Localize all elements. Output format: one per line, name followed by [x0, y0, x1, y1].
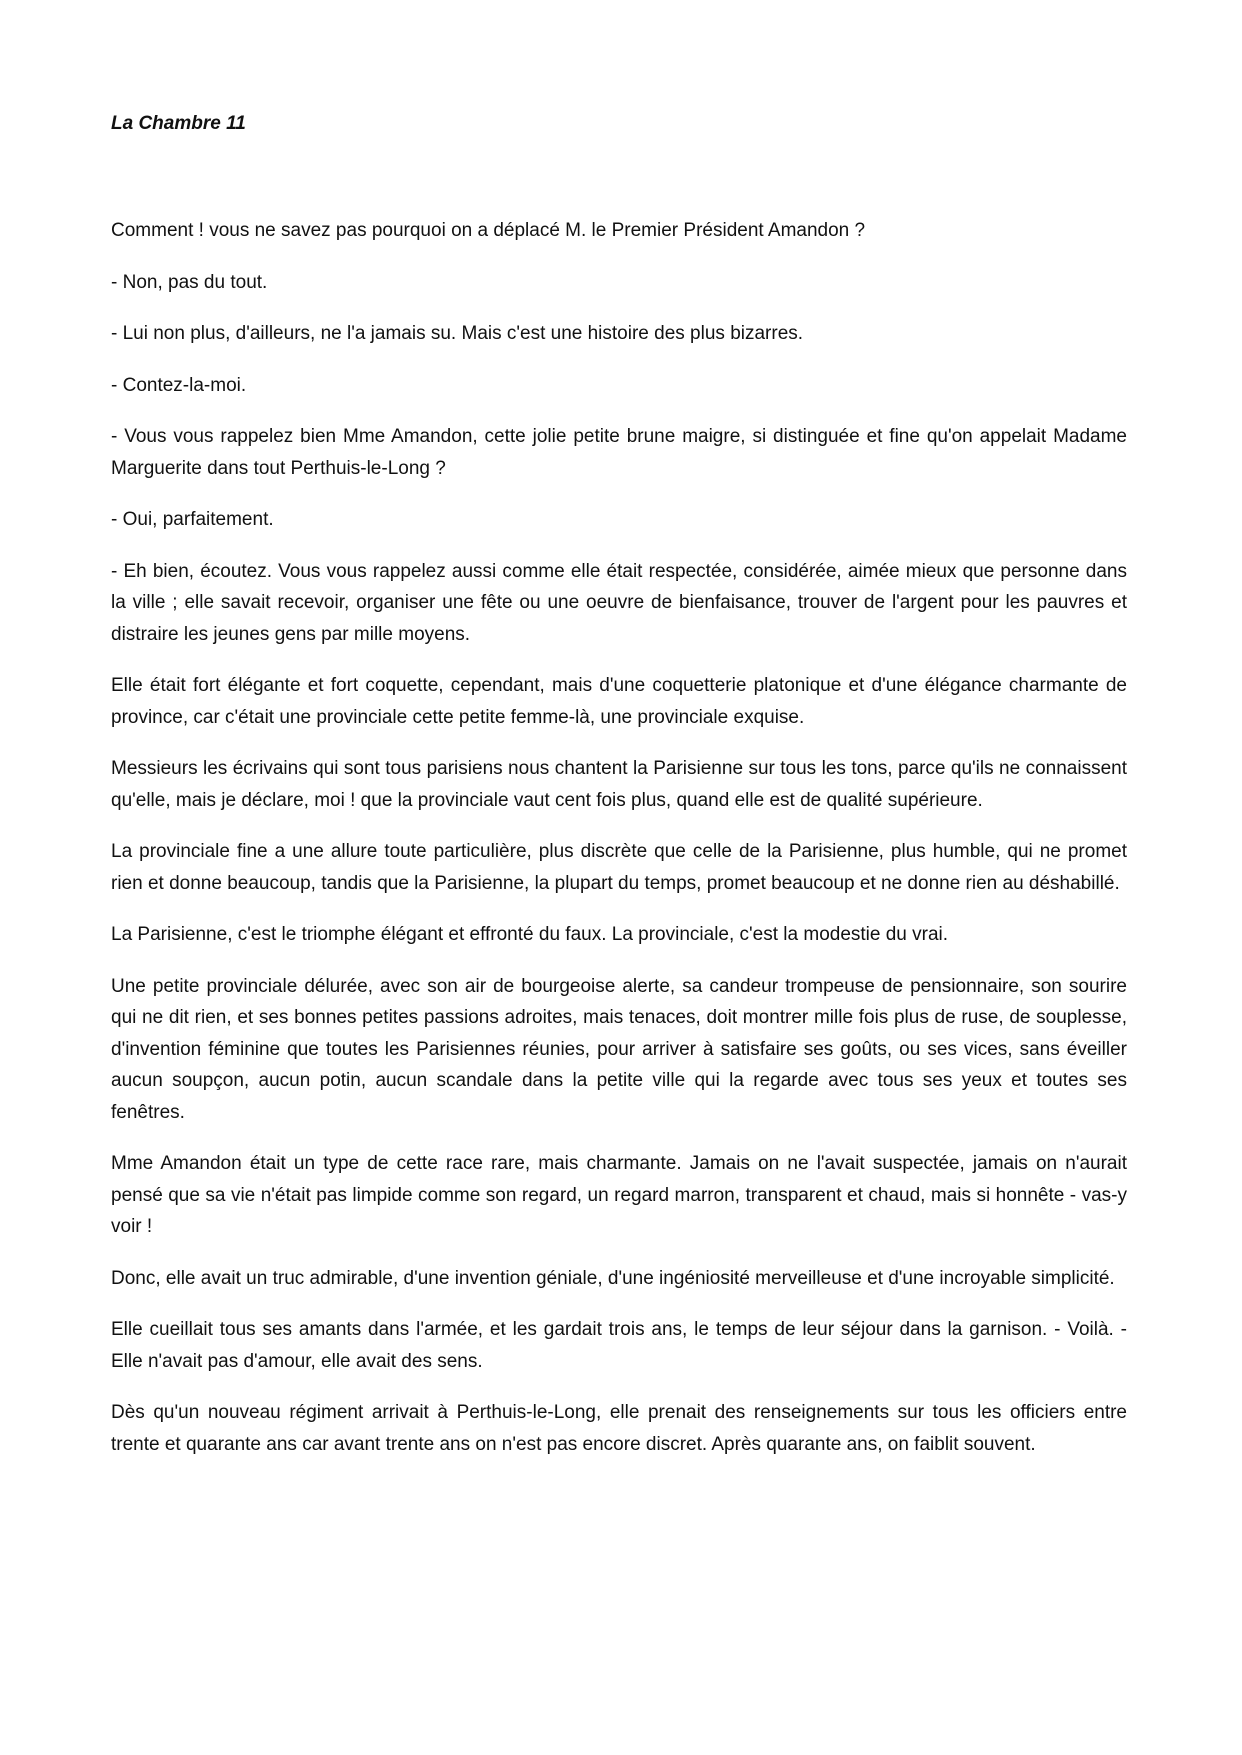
paragraph: - Lui non plus, d'ailleurs, ne l'a jamais su. Mais c'est une histoire des plus bizarres.: [111, 323, 804, 344]
paragraph: - Oui, parfaitement.: [111, 509, 274, 530]
document-body: [111, 215, 1127, 1480]
paragraph: Dès qu'un nouveau régiment arrivait à Perthuis-le-Long, elle prenait des renseignements sur tous les officiers entre trente et quarante ans car avant trente ans on n'est pas encore discret. Après quarante ans, on faiblit souvent.: [111, 1402, 1127, 1455]
paragraph: La Parisienne, c'est le triomphe élégant et effronté du faux. La provinciale, c'est la modestie du vrai.: [111, 924, 949, 945]
paragraph: Une petite provinciale délurée, avec son air de bourgeoise alerte, sa candeur trompeuse de pensionnaire, son sourire qui ne dit rien, et ses bonnes petites passions adroites, mais tenaces, doit montrer mille fois plus de ruse, de souplesse, d'invention féminine que toutes les Parisiennes réunies, pour arriver à satisfaire ses goûts, ou ses vices, sans éveiller aucun soupçon, aucun potin, aucun scandale dans la petite ville qui la regarde avec tous ses yeux et toutes ses fenêtres.: [111, 975, 1127, 1123]
paragraph: - Eh bien, écoutez. Vous vous rappelez aussi comme elle était respectée, considérée, aimée mieux que personne dans la ville ; elle savait recevoir, organiser une fête ou une oeuvre de bienfaisance, trouver de l'argent pour les pauvres et distraire les jeunes gens par mille moyens.: [111, 560, 1127, 645]
paragraph: - Vous vous rappelez bien Mme Amandon, cette jolie petite brune maigre, si distinguée et fine qu'on appelait Madame Marguerite dans tout Perthuis-le-Long ?: [111, 426, 1127, 479]
paragraph: - Contez-la-moi.: [111, 374, 247, 396]
paragraph: - Non, pas du tout.: [111, 271, 268, 293]
paragraph: Mme Amandon était un type de cette race rare, mais charmante. Jamais on ne l'avait suspectée, jamais on n'aurait pensé que sa vie n'était pas limpide comme son regard, un regard marron, transparent et chaud, mais si honnête - vas-y voir !: [111, 1153, 1127, 1237]
paragraph: Donc, elle avait un truc admirable, d'une invention géniale, d'une ingéniosité merveilleuse et d'une incroyable simplicité.: [111, 1267, 1115, 1289]
document-title: La Chambre 11: [111, 113, 246, 134]
paragraph: Elle était fort élégante et fort coquette, cependant, mais d'une coquetterie platonique et d'une élégance charmante de province, car c'était une provinciale cette petite femme-là, une provinciale exquise.: [111, 675, 1127, 728]
paragraph: La provinciale fine a une allure toute particulière, plus discrète que celle de la Parisienne, plus humble, qui ne promet rien et donne beaucoup, tandis que la Parisienne, la plupart du temps, promet beaucoup et ne donne rien au déshabillé.: [111, 841, 1127, 894]
paragraph: Comment ! vous ne savez pas pourquoi on a déplacé M. le Premier Président Amandon ?: [111, 220, 866, 241]
paragraph: Elle cueillait tous ses amants dans l'armée, et les gardait trois ans, le temps de leur séjour dans la garnison. - Voilà. - Elle n'avait pas d'amour, elle avait des sens.: [111, 1319, 1127, 1372]
paragraph: Messieurs les écrivains qui sont tous parisiens nous chantent la Parisienne sur tous les tons, parce qu'ils ne connaissent qu'elle, mais je déclare, moi ! que la provinciale vaut cent fois plus, quand elle est de qualité supérieure.: [111, 758, 1127, 811]
